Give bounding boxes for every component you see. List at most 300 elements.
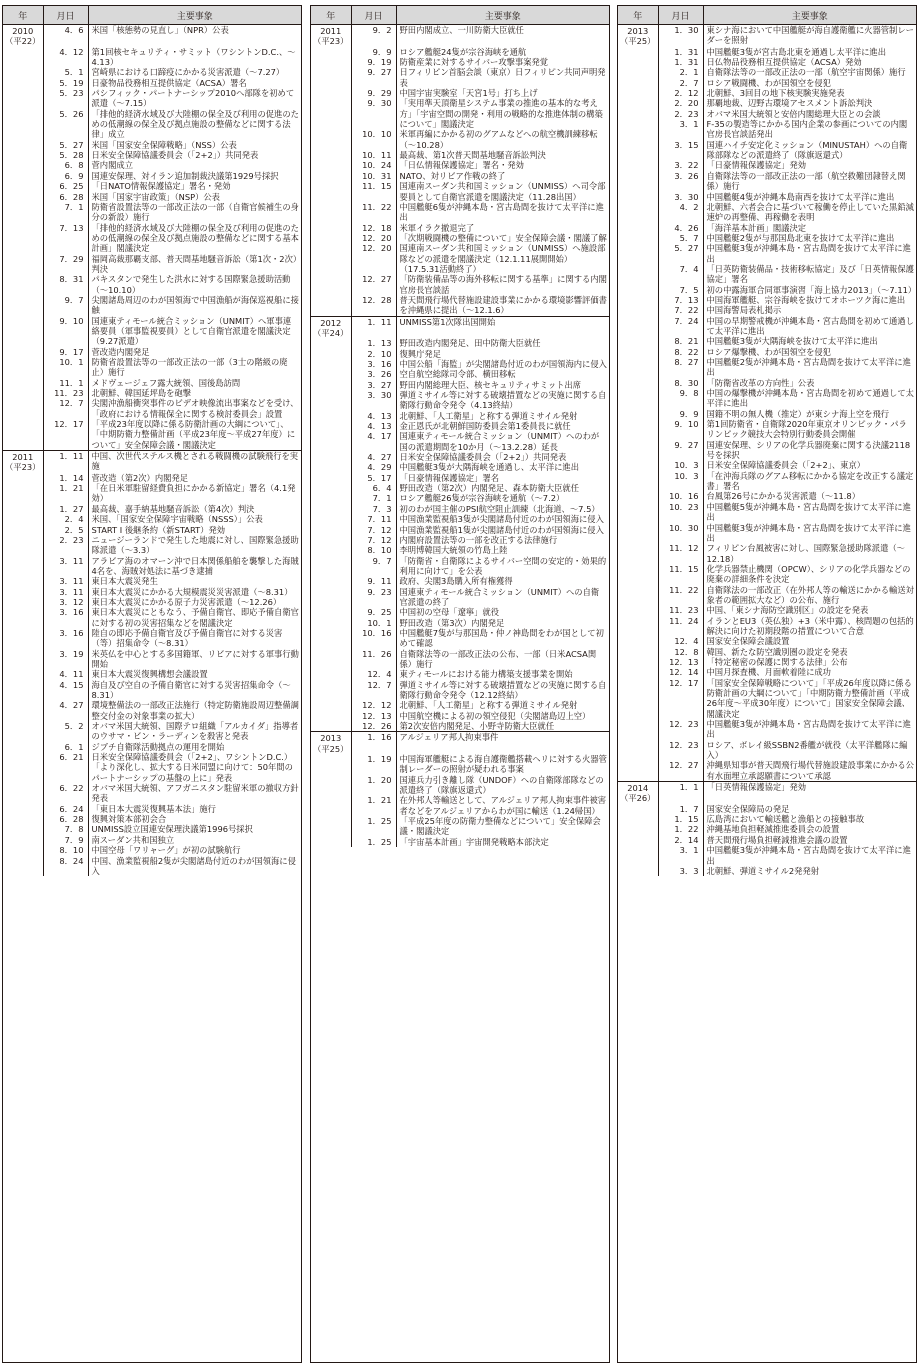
table-row bbox=[618, 295, 916, 305]
year-cell bbox=[311, 25, 351, 47]
table-row bbox=[3, 628, 301, 649]
chronology-table bbox=[3, 6, 301, 876]
year-cell bbox=[3, 202, 43, 223]
year-cell bbox=[311, 628, 351, 649]
year-cell bbox=[3, 814, 43, 824]
event-text: 復興対策本部初会合 bbox=[91, 814, 167, 825]
event-date: 7．3 bbox=[351, 504, 396, 514]
event-text: 「平成23年度以降に係る防衛計画の大綱について」、「中期防衛力整備計画（平成23年度～平成27年度）について」安全保障会議・閣議決定 bbox=[91, 419, 296, 450]
event-date: 5．17 bbox=[351, 473, 396, 483]
event-text: 中国艦艇3隻が大隅海峡を抜けて太平洋に進出 bbox=[706, 336, 878, 347]
table-row bbox=[3, 25, 301, 47]
event-date: 12．26 bbox=[351, 721, 396, 732]
event-text: 第1回核セキュリティ・サミット（ワシントンD.C.、～4.13） bbox=[91, 46, 296, 68]
year-cell bbox=[3, 804, 43, 814]
year-cell bbox=[311, 202, 351, 223]
table-row bbox=[618, 109, 916, 119]
event-date: 2．23 bbox=[658, 109, 703, 119]
year-cell bbox=[618, 543, 658, 564]
year-cell bbox=[618, 678, 658, 719]
header-date: 月日 bbox=[43, 6, 88, 25]
year-cell bbox=[311, 837, 351, 847]
event-text: 「日英防衛装備品・技術移転協定」及び「日英情報保護協定」署名 bbox=[706, 263, 914, 285]
table-row bbox=[618, 419, 916, 440]
event-date: 4．27 bbox=[351, 452, 396, 462]
year-cell bbox=[311, 274, 351, 295]
chronology-table bbox=[311, 6, 609, 847]
year-cell bbox=[3, 587, 43, 597]
year-cell bbox=[311, 98, 351, 129]
event-text: 中国宇宙実験室「天宮1号」打ち上げ bbox=[399, 88, 538, 99]
table-row bbox=[618, 78, 916, 88]
year-cell bbox=[311, 171, 351, 181]
event-text: 中国海警局表札掲示 bbox=[706, 305, 782, 316]
event-date: 1．19 bbox=[351, 754, 396, 775]
event-date: 10．10 bbox=[351, 129, 396, 150]
year-cell bbox=[618, 471, 658, 492]
table-row bbox=[311, 202, 609, 223]
event-date: 10．31 bbox=[351, 171, 396, 181]
year-cell bbox=[618, 824, 658, 834]
event-date: 7．13 bbox=[658, 295, 703, 305]
event-text: 在外邦人等輸送として、アルジェリア邦人拘束事件被害者などをアルジェリアからわが国に輸送（1.24帰国） bbox=[399, 795, 607, 816]
year-cell bbox=[618, 347, 658, 357]
event-text: 台風第26号にかかる災害派遣（～11.8） bbox=[706, 491, 860, 502]
year-cell bbox=[311, 295, 351, 316]
table-row bbox=[3, 783, 301, 804]
year-cell bbox=[3, 316, 43, 347]
table-row bbox=[3, 525, 301, 535]
event-text: 米国「国家宇宙政策」（NSP）公表 bbox=[91, 191, 220, 202]
event-text: アルジェリア邦人拘束事件 bbox=[396, 732, 609, 754]
table-row bbox=[618, 378, 916, 388]
event-date: 1．25 bbox=[351, 816, 396, 837]
year-cell bbox=[618, 804, 658, 814]
year-cell bbox=[618, 460, 658, 470]
year-cell bbox=[311, 711, 351, 721]
event-date: 5．28 bbox=[43, 150, 88, 160]
table-row bbox=[311, 711, 609, 721]
event-date: 7．22 bbox=[658, 305, 703, 315]
table-row bbox=[311, 390, 609, 411]
era-label: （平26） bbox=[620, 793, 656, 804]
event-text: 沖縄基地負担軽減推進委員会の設置 bbox=[706, 824, 840, 835]
year-cell bbox=[618, 140, 658, 161]
event-date: 3．19 bbox=[43, 649, 88, 670]
year-cell bbox=[3, 742, 43, 752]
year-cell bbox=[3, 78, 43, 88]
event-text: 「日豪情報保護協定」発効 bbox=[706, 160, 807, 171]
event-date: 1．11 bbox=[43, 451, 88, 473]
year-cell bbox=[311, 233, 351, 243]
event-text: オバマ米国大統領、アフガニスタン駐留米軍の撤収方針発表 bbox=[91, 783, 299, 804]
year-cell bbox=[3, 628, 43, 649]
event-text: 「在沖海兵隊のグアム移転にかかる協定を改正する議定書」署名 bbox=[706, 470, 914, 492]
event-text: UNMISS第1次隊出国開始 bbox=[396, 316, 609, 338]
event-text: 化学兵器禁止機関（OPCW）、シリアの化学兵器などの廃棄の詳細条件を決定 bbox=[706, 563, 911, 585]
table-row bbox=[3, 419, 301, 451]
table-row bbox=[618, 502, 916, 523]
event-date: 12．14 bbox=[658, 667, 703, 677]
table-row bbox=[311, 732, 609, 754]
event-text: 南スーダン共和国独立 bbox=[91, 834, 175, 845]
table-row bbox=[311, 483, 609, 493]
table-row bbox=[3, 202, 301, 223]
table-header-row bbox=[311, 6, 609, 25]
event-date: 7．1 bbox=[43, 202, 88, 223]
year-cell bbox=[311, 669, 351, 679]
table-row bbox=[618, 192, 916, 202]
year-cell bbox=[3, 504, 43, 514]
table-row bbox=[618, 835, 916, 845]
table-row bbox=[311, 295, 609, 316]
event-date: 1．31 bbox=[658, 47, 703, 57]
year-cell bbox=[3, 525, 43, 535]
year-cell bbox=[3, 419, 43, 451]
event-date: 8．10 bbox=[43, 845, 88, 855]
event-text: イランとEU3（英仏独）+3（米中露）、核問題の包括的解決に向けた初期段階の措置について合意 bbox=[706, 615, 914, 636]
event-date: 12．28 bbox=[351, 295, 396, 316]
event-text: 日米安全保障協議委員会（「2+2」、東京） bbox=[706, 460, 866, 471]
table-row bbox=[3, 483, 301, 504]
table-row bbox=[3, 824, 301, 834]
event-text: 弾道ミサイル等に対する破壊措置などの実施に関する自衛隊行動命令発令（12.12終結） bbox=[399, 679, 607, 700]
event-date: 3．26 bbox=[658, 171, 703, 192]
event-text: 野田内閣成立、一川防衛大臣就任 bbox=[396, 25, 609, 47]
year-cell bbox=[311, 47, 351, 57]
event-date: 2．5 bbox=[43, 525, 88, 535]
year-cell bbox=[3, 700, 43, 721]
table-row bbox=[3, 451, 301, 473]
year-cell bbox=[3, 473, 43, 483]
event-text: 東シナ海において中国艦艇が海自護衛艦に火器管制レーダーを照射 bbox=[703, 25, 916, 47]
chronology-column-2 bbox=[310, 5, 610, 1363]
event-text: 国連東ティモール統合ミッション（UNMIT）への自衛官派遣の終了 bbox=[399, 586, 600, 607]
event-text: 日米安全保障協議委員会（「2+2」）共同発表 bbox=[91, 150, 259, 161]
table-row bbox=[3, 804, 301, 814]
year-cell bbox=[311, 493, 351, 503]
event-date: 11．22 bbox=[658, 585, 703, 606]
table-row bbox=[3, 556, 301, 577]
year-cell bbox=[3, 171, 43, 181]
event-text: NATO、対リビア作戦の終了 bbox=[399, 170, 506, 181]
year-cell bbox=[311, 359, 351, 369]
event-date: 11．26 bbox=[351, 649, 396, 670]
year-cell bbox=[618, 440, 658, 461]
year-cell bbox=[618, 67, 658, 77]
event-text: 海自及び空自の予備自衛官に対する災害招集命令（～8.31） bbox=[91, 679, 291, 700]
event-date: 3．30 bbox=[351, 390, 396, 411]
year-cell bbox=[311, 795, 351, 816]
event-date: 12．8 bbox=[658, 647, 703, 657]
event-date: 1．22 bbox=[658, 824, 703, 834]
table-row bbox=[3, 504, 301, 514]
event-text: 北朝鮮、韓国延坪島を砲撃 bbox=[91, 388, 192, 399]
header-year: 年 bbox=[618, 6, 658, 25]
table-row bbox=[311, 380, 609, 390]
year-cell bbox=[3, 181, 43, 191]
table-row bbox=[311, 669, 609, 679]
table-row bbox=[311, 338, 609, 348]
event-text: ロシア艦艇24隻が宗谷海峡を通航 bbox=[399, 46, 527, 57]
event-date: 12．13 bbox=[351, 711, 396, 721]
table-row bbox=[311, 411, 609, 421]
table-row bbox=[311, 545, 609, 555]
year-cell bbox=[3, 556, 43, 577]
event-date: 2．14 bbox=[658, 835, 703, 845]
year-cell bbox=[618, 305, 658, 315]
table-row bbox=[618, 471, 916, 492]
table-row bbox=[3, 88, 301, 109]
event-date: 5．7 bbox=[658, 233, 703, 243]
event-date: 5．19 bbox=[43, 78, 88, 88]
event-text: ロシア、ボレイ級SSBN2番艦が就役（太平洋艦隊に編入） bbox=[706, 739, 908, 761]
event-text: 中国、「東シナ海防空識別区」の設定を発表 bbox=[706, 605, 869, 616]
table-row bbox=[618, 605, 916, 615]
year-cell bbox=[618, 78, 658, 88]
table-row bbox=[3, 587, 301, 597]
year-cell bbox=[618, 657, 658, 667]
event-date: 6．28 bbox=[43, 192, 88, 202]
event-date: 12．23 bbox=[658, 740, 703, 761]
year-cell bbox=[618, 109, 658, 119]
event-date: 6．28 bbox=[43, 814, 88, 824]
year-cell bbox=[311, 587, 351, 608]
table-row bbox=[3, 835, 301, 845]
chronology-column-1 bbox=[2, 5, 302, 1363]
event-text: 「日豪情報保護協定」署名 bbox=[399, 472, 500, 483]
year-cell bbox=[618, 409, 658, 419]
event-text: 北朝鮮、3回目の地下核実験実施発表 bbox=[706, 88, 845, 99]
event-text: 初の中露海軍合同軍事演習「海上協力2013」（～7.11） bbox=[706, 284, 917, 295]
event-date: 5．1 bbox=[43, 67, 88, 77]
event-date: 12．27 bbox=[351, 274, 396, 295]
event-date: 10．23 bbox=[658, 502, 703, 523]
year-cell bbox=[311, 732, 351, 754]
event-date: 6．24 bbox=[43, 804, 88, 814]
year-cell bbox=[311, 129, 351, 150]
header-year: 年 bbox=[3, 6, 43, 25]
event-text: 中国艦艇3隻が宮古島北東を通過し太平洋に進出 bbox=[706, 46, 887, 57]
event-date: 4．12 bbox=[43, 47, 88, 68]
event-text: 「平成25年度の防衛力整備などについて」安全保障会議・閣議決定 bbox=[399, 816, 601, 837]
chronology-table bbox=[618, 6, 916, 876]
event-text: 中国月探査機、月面軟着陸に成功 bbox=[706, 667, 831, 678]
event-date: 1．21 bbox=[351, 795, 396, 816]
event-date: 4．26 bbox=[658, 223, 703, 233]
year-label: 2012 bbox=[320, 317, 342, 328]
event-date: 1．20 bbox=[351, 775, 396, 796]
event-date: 10．3 bbox=[658, 460, 703, 470]
table-row bbox=[3, 140, 301, 150]
event-text: 「排他的経済水域及び大陸棚の保全及び利用の促進のための低潮線の保全及び拠点施設の整備などに関する基本計画」閣議決定 bbox=[91, 222, 299, 254]
event-date: 6．25 bbox=[43, 181, 88, 191]
event-text: 中国艦艇7隻が与那国島・仲ノ神島間をわが国として初めて確認 bbox=[399, 627, 604, 649]
event-text: 防衛省設置法等の一部改正法の一部（3士の階級の廃止）施行 bbox=[91, 357, 288, 378]
year-cell bbox=[311, 390, 351, 411]
event-date: 10．30 bbox=[658, 523, 703, 544]
event-date: 7．8 bbox=[43, 824, 88, 834]
year-cell bbox=[311, 556, 351, 577]
table-row bbox=[3, 398, 301, 419]
table-row bbox=[618, 67, 916, 77]
year-cell bbox=[3, 669, 43, 679]
table-row bbox=[618, 119, 916, 140]
table-row bbox=[3, 160, 301, 170]
event-date: 4．13 bbox=[351, 411, 396, 421]
table-row bbox=[618, 667, 916, 677]
year-cell bbox=[618, 782, 658, 804]
event-date: 6．21 bbox=[43, 752, 88, 783]
event-date: 3．11 bbox=[43, 556, 88, 577]
event-date: 12．17 bbox=[658, 678, 703, 719]
year-cell bbox=[618, 295, 658, 305]
table-row bbox=[3, 274, 301, 295]
year-cell bbox=[311, 160, 351, 170]
event-text: 東日本大震災復興構想会議設置 bbox=[91, 669, 208, 680]
event-date: 11．24 bbox=[658, 616, 703, 637]
event-text: 復興庁発足 bbox=[399, 348, 441, 359]
year-cell bbox=[3, 607, 43, 628]
event-date: 11．15 bbox=[658, 564, 703, 585]
table-row bbox=[311, 795, 609, 816]
table-row bbox=[618, 585, 916, 606]
table-row bbox=[311, 514, 609, 524]
table-row bbox=[311, 700, 609, 710]
era-label: （平23） bbox=[5, 462, 41, 473]
event-text: 「日NATO情報保護協定」署名・発効 bbox=[91, 181, 231, 192]
event-text: 国連東ティモール統合ミッション（UNMIT）へ軍事連絡要員（軍事監視要員）として自衛官派遣を閣議決定（9.27派遣） bbox=[91, 315, 292, 347]
table-row bbox=[618, 657, 916, 667]
year-label: 2011 bbox=[320, 26, 342, 36]
event-text: 野田改造（第2次）内閣発足、森本防衛大臣就任 bbox=[399, 483, 580, 494]
event-date: 1．15 bbox=[658, 814, 703, 824]
header-year: 年 bbox=[311, 6, 351, 25]
event-date: 10．16 bbox=[351, 628, 396, 649]
era-label: （平24） bbox=[313, 327, 349, 338]
year-cell bbox=[3, 845, 43, 855]
table-row bbox=[618, 25, 916, 47]
table-row bbox=[618, 616, 916, 637]
event-date: 5．23 bbox=[43, 88, 88, 109]
table-row bbox=[3, 535, 301, 556]
year-cell bbox=[618, 866, 658, 876]
event-text: 中国漁業監視船3隻が尖閣諸島付近のわが国領海に侵入 bbox=[399, 514, 604, 525]
event-date: 8．21 bbox=[658, 336, 703, 346]
year-cell bbox=[311, 181, 351, 202]
year-label: 2010 bbox=[12, 26, 34, 36]
event-text: 菅内閣成立 bbox=[91, 160, 133, 171]
table-row bbox=[3, 295, 301, 316]
table-row bbox=[311, 67, 609, 88]
table-row bbox=[311, 223, 609, 233]
table-row bbox=[311, 775, 609, 796]
event-date: 10．1 bbox=[351, 618, 396, 628]
table-row bbox=[3, 388, 301, 398]
event-date: 8．24 bbox=[43, 856, 88, 877]
year-cell bbox=[3, 150, 43, 160]
year-cell bbox=[618, 285, 658, 295]
table-row bbox=[311, 47, 609, 57]
event-date: 11．15 bbox=[351, 181, 396, 202]
event-date: 1．25 bbox=[351, 837, 396, 847]
event-date: 12．20 bbox=[351, 233, 396, 243]
year-cell bbox=[311, 576, 351, 586]
event-date: 12．18 bbox=[351, 223, 396, 233]
event-date: 12．13 bbox=[658, 657, 703, 667]
table-row bbox=[311, 587, 609, 608]
event-date: 1．7 bbox=[658, 804, 703, 814]
table-row bbox=[3, 856, 301, 877]
event-text: 中国公船「海監」が尖閣諸島付近のわが国領海内に侵入 bbox=[399, 359, 607, 369]
event-text: 「東日本大震災復興基本法」施行 bbox=[91, 803, 216, 814]
event-text: 中国艦艇3隻が沖縄本島・宮古島間を抜けて太平洋に進出 bbox=[706, 522, 911, 543]
event-text: 中国初の空母「遼寧」就役 bbox=[399, 607, 500, 618]
table-row bbox=[618, 243, 916, 264]
table-row bbox=[3, 47, 301, 68]
event-text: 菅改造内閣発足 bbox=[91, 346, 150, 357]
header-date: 月日 bbox=[658, 6, 703, 25]
table-row bbox=[618, 202, 916, 223]
event-text: 米軍イラク撤退完了 bbox=[399, 222, 475, 233]
year-cell bbox=[3, 88, 43, 109]
event-date: 12．4 bbox=[351, 669, 396, 679]
table-row bbox=[618, 523, 916, 544]
event-date: 1．11 bbox=[351, 316, 396, 338]
year-cell bbox=[311, 67, 351, 88]
event-text: 東日本大震災にともなう、予備自衛官、即応予備自衛官に対する初の災害招集などを閣議決定 bbox=[91, 607, 299, 628]
table-row bbox=[311, 680, 609, 701]
event-text: ジブチ自衛隊活動拠点の運用を開始 bbox=[91, 741, 225, 752]
table-row bbox=[618, 636, 916, 646]
year-cell bbox=[311, 721, 351, 732]
table-row bbox=[311, 233, 609, 243]
event-date: 1．31 bbox=[658, 57, 703, 67]
table-row bbox=[3, 814, 301, 824]
year-cell bbox=[3, 535, 43, 556]
event-date: 9．25 bbox=[351, 607, 396, 617]
event-date: 3．3 bbox=[658, 866, 703, 876]
event-date: 4．27 bbox=[43, 700, 88, 721]
event-text: 米国「核態勢の見直し」（NPR）公表 bbox=[88, 25, 301, 47]
table-row bbox=[3, 473, 301, 483]
year-cell bbox=[618, 57, 658, 67]
year-cell bbox=[311, 380, 351, 390]
year-cell bbox=[618, 336, 658, 346]
event-text: ロシア爆撃機、わが国領空を侵犯 bbox=[706, 346, 831, 357]
event-text: 国連安保理、対イラン追加制裁決議第1929号採択 bbox=[91, 170, 279, 181]
year-cell bbox=[618, 388, 658, 409]
event-date: 8．27 bbox=[658, 357, 703, 378]
event-text: 尖閣沖漁船衝突事件のビデオ映像流出事案などを受け、「政府における情報保全に関する検討委員会」設置 bbox=[91, 398, 299, 419]
event-date: 1．21 bbox=[43, 483, 88, 504]
year-cell bbox=[618, 814, 658, 824]
event-date: 8．30 bbox=[658, 378, 703, 388]
event-text: 尖閣諸島周辺のわが国領海で中国漁船が海保巡視船に接触 bbox=[91, 294, 299, 316]
event-text: 中国、次世代ステルス機とされる戦闘機の試験飛行を実施 bbox=[88, 451, 301, 473]
year-cell bbox=[311, 243, 351, 274]
table-row bbox=[3, 742, 301, 752]
year-cell bbox=[618, 419, 658, 440]
header-date: 月日 bbox=[351, 6, 396, 25]
event-text: 米国「国家安全保障戦略」（NSS）公表 bbox=[91, 139, 237, 150]
event-date: 7．9 bbox=[43, 835, 88, 845]
year-cell bbox=[618, 119, 658, 140]
event-text: フィリピン台風被害に対し、国際緊急援助隊派遣（～12.18） bbox=[706, 543, 905, 564]
event-date: 8．22 bbox=[658, 347, 703, 357]
table-row bbox=[618, 782, 916, 804]
year-cell bbox=[3, 274, 43, 295]
